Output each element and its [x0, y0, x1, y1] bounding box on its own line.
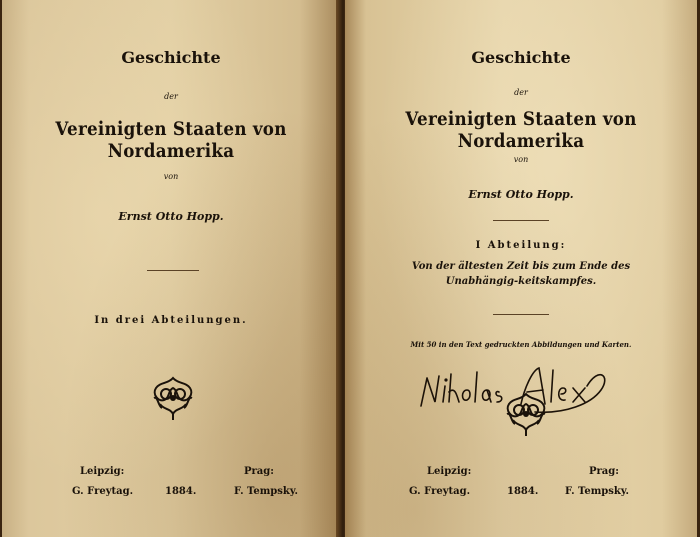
right-divider-bottom — [493, 314, 549, 315]
publisher-ornament-icon-right — [503, 390, 549, 438]
left-heading: Geschichte — [121, 48, 221, 67]
right-subtitle: Von der ältesten Zeit bis zum Ende des Unabhängig-keitskampfes. — [411, 261, 631, 287]
left-imprint-city-left: Leipzig: — [80, 466, 125, 477]
right-title: Vereinigten Staaten von Nordamerika — [405, 108, 637, 152]
right-imprint-year: 1884. — [507, 486, 539, 497]
right-divider-top — [493, 220, 549, 221]
left-divider — [147, 270, 199, 271]
right-von: von — [513, 155, 529, 164]
left-title: Vereinigten Staaten von Nordamerika — [55, 118, 287, 162]
left-imprint-year: 1884. — [165, 486, 197, 497]
right-imprint-publisher-right: F. Tempsky. — [565, 486, 629, 497]
right-part: I Abteilung: — [475, 240, 567, 251]
publisher-ornament-icon — [150, 374, 196, 422]
right-imprint-publisher-left: G. Freytag. — [409, 486, 471, 497]
left-page — [2, 0, 340, 537]
left-divisions: In drei Abteilungen. — [94, 315, 248, 326]
left-von: von — [163, 172, 179, 181]
left-imprint-publisher-right: F. Tempsky. — [234, 486, 298, 497]
right-illustrations-note: Mit 50 in den Text gedruckten Abbildungen und Karten. — [410, 340, 632, 349]
right-heading: Geschichte — [471, 48, 571, 67]
right-page — [345, 0, 697, 537]
right-imprint — [345, 466, 697, 506]
right-imprint-city-right: Prag: — [589, 466, 619, 477]
left-author: Ernst Otto Hopp. — [118, 210, 224, 223]
right-der: der — [514, 88, 528, 97]
right-author: Ernst Otto Hopp. — [468, 188, 574, 201]
left-imprint — [2, 466, 340, 506]
right-imprint-city-left: Leipzig: — [427, 466, 472, 477]
left-der: der — [164, 92, 178, 101]
left-imprint-publisher-left: G. Freytag. — [72, 486, 134, 497]
left-imprint-city-right: Prag: — [244, 466, 274, 477]
